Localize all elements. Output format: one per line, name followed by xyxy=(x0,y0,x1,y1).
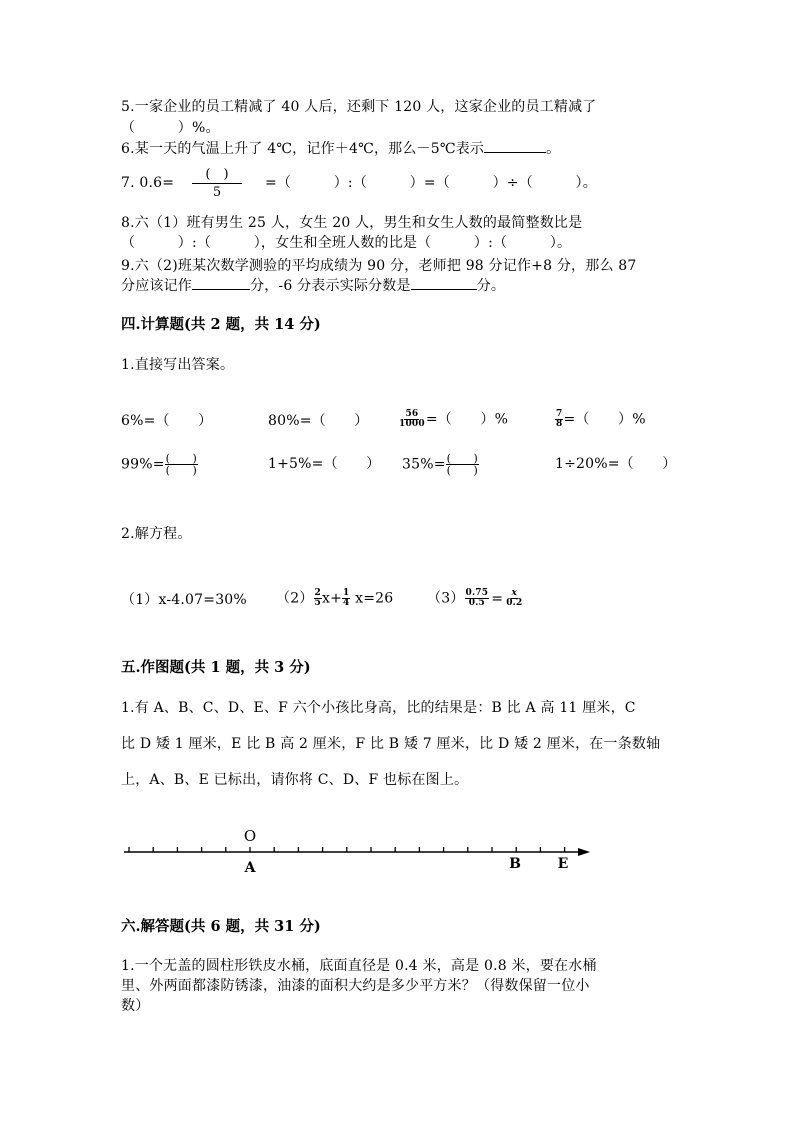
q4-2-title: 2.解方程。 xyxy=(121,526,192,542)
point-b-label: B xyxy=(509,856,521,872)
q6-text: 6.某一天的气温上升了 4℃，记作＋4℃，那么－5℃表示 xyxy=(121,141,485,157)
blank-fraction[interactable]: $\frac{( )}{( )}$ xyxy=(165,452,198,477)
q7-fraction-denominator: 5 xyxy=(212,185,222,200)
calc-7-8[interactable]: $\frac{7}{8}$ =（ ）% xyxy=(556,409,646,429)
fraction-0.75-0.5: $\frac{0.75}{0.5}$ xyxy=(465,588,489,608)
fraction-2-5: $\frac{2}{5}$ xyxy=(314,588,321,608)
equation-3[interactable]: （3） $\frac{0.75}{0.5}$ = $\frac{x}{0.2}$ xyxy=(427,588,523,608)
calc-1-div-20pct[interactable]: 1÷20%=（ ） xyxy=(555,456,677,472)
q7-rest[interactable]: =（ ）:（ ）=（ ）÷（ ）。 xyxy=(265,175,597,191)
number-line-arrow-icon xyxy=(578,848,590,856)
section5-heading: 五.作图题(共 1 题，共 3 分) xyxy=(121,659,311,676)
q7-fraction-numerator[interactable]: ( ) xyxy=(192,166,242,184)
calc-80pct[interactable]: 80%=（ ） xyxy=(268,413,369,429)
q9-blank-1[interactable] xyxy=(192,289,250,290)
q7-prefix: 7. 0.6= xyxy=(121,175,175,191)
q6-answer-blank[interactable] xyxy=(484,152,546,153)
blank-fraction[interactable]: $\frac{( )}{( )}$ xyxy=(446,452,479,477)
section6-heading: 六.解答题(共 6 题，共 31 分) xyxy=(121,918,321,935)
q6-1-line3: 数） xyxy=(121,998,150,1014)
q9-part-c: 分。 xyxy=(476,278,506,294)
fraction-7-8: $\frac{7}{8}$ xyxy=(556,409,563,429)
q5-1-line3: 上，A、B、E 已标出，请你将 C、D、F 也标在图上。 xyxy=(121,772,469,788)
q8-line2[interactable]: （ ）:（ ），女生和全班人数的比是（ ）:（ ）。 xyxy=(121,235,572,251)
q6-end: 。 xyxy=(546,141,561,157)
q4-1-title: 1.直接写出答案。 xyxy=(121,357,235,373)
q9-line1: 9.六（2)班某次数学测验的平均成绩为 90 分，老师把 98 分记作+8 分，那么 87 xyxy=(121,258,637,274)
point-a-label: A xyxy=(244,860,256,876)
q8-line1: 8.六（1）班有男生 25 人，女生 20 人，男生和女生人数的最简整数比是 xyxy=(121,215,583,231)
point-e-label: E xyxy=(557,856,569,872)
q5-line2: （ ）%。 xyxy=(121,120,220,136)
q9-part-b: 分，-6 分表示实际分数是 xyxy=(250,278,411,294)
q6-1-line1: 1.一个无盖的圆柱形铁皮水桶，底面直径是 0.4 米，高是 0.8 米，要在水桶 xyxy=(121,958,597,974)
calc-35pct[interactable]: 35%= $\frac{( )}{( )}$ xyxy=(402,452,479,477)
q5-1-line2: 比 D 矮 1 厘米，E 比 B 高 2 厘米，F 比 B 矮 7 厘米，比 D 矮 2 厘米，在一条数轴 xyxy=(121,736,661,752)
q5-line1: 5.一家企业的员工精减了 40 人后，还剩下 120 人，这家企业的员工精减了 xyxy=(121,99,597,115)
q6 xyxy=(121,140,560,158)
fraction-56-1000: $\frac{56}{1000}$ xyxy=(399,409,425,429)
section4-heading: 四.计算题(共 2 题，共 14 分) xyxy=(121,316,321,333)
q5-1-line1: 1.有 A、B、C、D、E、F 六个小孩比身高，比的结果是：B 比 A 高 11 厘米，C xyxy=(121,700,636,716)
q6-1-line2: 里、外两面都漆防锈漆，油漆的面积大约是多少平方米？（得数保留一位小 xyxy=(121,978,590,994)
calc-99pct[interactable]: 99%= $\frac{( )}{( )}$ xyxy=(121,452,198,477)
q9-line2 xyxy=(121,277,505,295)
equation-1[interactable]: （1）x-4.07=30% xyxy=(121,592,247,608)
number-line[interactable] xyxy=(0,820,794,880)
fraction-1-4: $\frac{1}{4}$ xyxy=(343,588,350,608)
calc-6pct[interactable]: 6%=（ ） xyxy=(121,413,213,429)
q7-fraction xyxy=(192,166,242,201)
fraction-x-0.2: $\frac{x}{0.2}$ xyxy=(506,588,523,608)
q9-blank-2[interactable] xyxy=(411,289,477,290)
calc-56-1000[interactable]: $\frac{56}{1000}$ =（ ）% xyxy=(399,409,509,429)
q9-part-a: 分应该记作 xyxy=(121,278,192,294)
calc-1-plus-5pct[interactable]: 1+5%=（ ） xyxy=(268,456,381,472)
equation-2[interactable]: （2） $\frac{2}{5}$ x+ $\frac{1}{4}$ x=26 xyxy=(276,588,394,608)
origin-label: O xyxy=(243,827,257,845)
